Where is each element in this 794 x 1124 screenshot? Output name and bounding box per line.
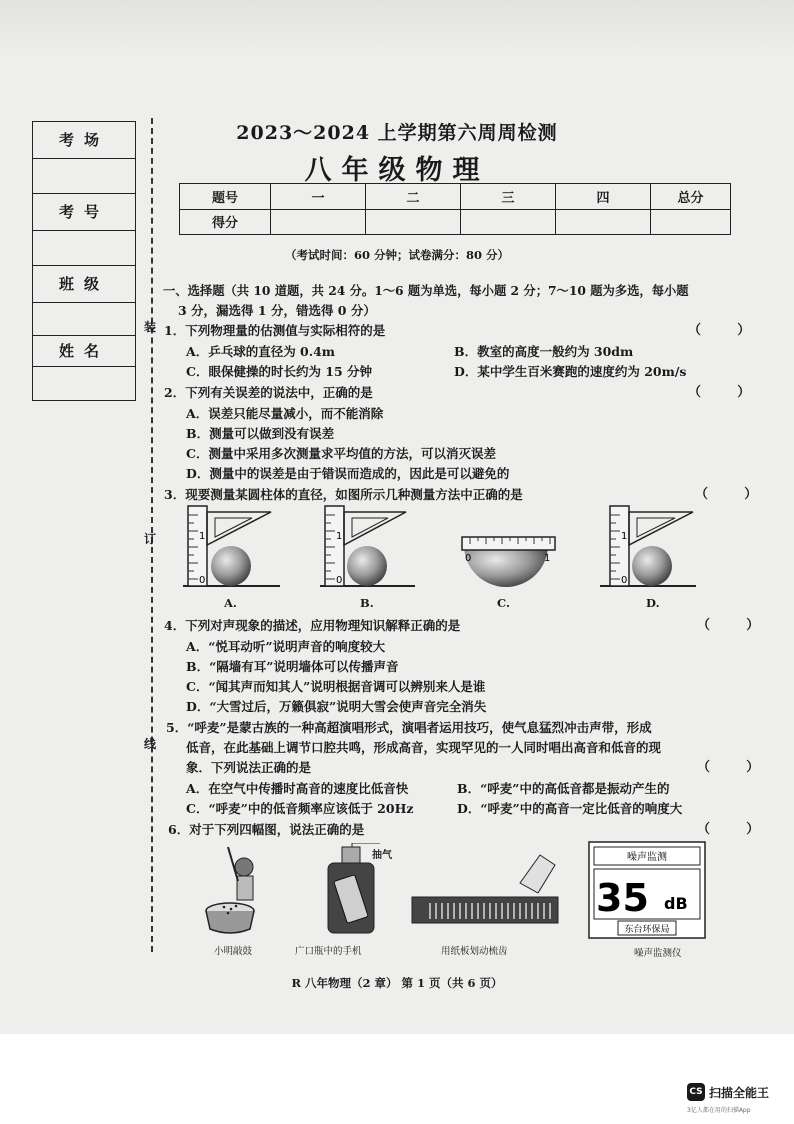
score-header-cell: 题号 (180, 184, 271, 210)
q3-label-a: A. (224, 596, 237, 610)
q6-noise-monitor (588, 841, 706, 939)
score-header-cell: 总分 (651, 184, 731, 210)
score-row-label: 得分 (180, 209, 271, 235)
q3-label-b: B. (360, 596, 374, 610)
exam-no-label: 考号 (33, 194, 135, 231)
q1-option-c: C．眼保健操的时长约为 15 分钟 (186, 364, 373, 379)
q2-stem: 2．下列有关误差的说法中，正确的是 (164, 385, 373, 400)
q2-answer-blank: （ ） (688, 385, 751, 400)
score-blank-cell (271, 209, 366, 235)
q4-option-b: B．“隔墙有耳”说明墙体可以传播声音 (186, 659, 399, 674)
q5-stem-line3: 象．下列说法正确的是 (186, 760, 312, 775)
section-heading-cont: 3 分，漏选得 1 分，错选得 0 分） (178, 303, 376, 318)
q2-option-a: A．误差只能尽量减小，而不能消除 (186, 406, 384, 421)
score-header-cell: 二 (366, 184, 461, 210)
section-heading: 一、选择题（共 10 道题，共 24 分。1～6 题为单选，每小题 2 分；7～10 题为多选，每小题 (163, 283, 689, 298)
q6-answer-blank: （ ） (697, 822, 760, 837)
monitor-title: 噪声监测 (627, 852, 667, 863)
binding-mark-xian: 线 (144, 737, 157, 751)
q3-answer-blank: （ ） (695, 487, 758, 502)
q5-option-c: C．“呼麦”中的低音频率应该低于 20Hz (186, 801, 414, 816)
q5-option-a: A．在空气中传播时高音的速度比低音快 (186, 781, 409, 796)
q6-caption-1: 小明敲鼓 (214, 946, 253, 957)
figure-b (320, 506, 415, 586)
q3-label-c: C. (497, 596, 510, 610)
ruler-mark-one: 1 (544, 553, 551, 564)
name-label: 姓名 (33, 336, 135, 367)
exam-room-label: 考场 (33, 122, 135, 159)
subject-title: 八年级物理 (304, 155, 490, 186)
q1-option-d: D．某中学生百米赛跑的速度约为 20m/s (454, 364, 687, 379)
class-label: 班级 (33, 266, 135, 303)
ruler-mark-zero: 0 (199, 575, 206, 586)
q5-option-b: B．“呼麦”中的高低音都是振动产生的 (457, 781, 670, 796)
class-field (33, 303, 135, 336)
q6-caption-3: 用纸板划动梳齿 (441, 946, 508, 957)
q3-stem: 3．现要测量某圆柱体的直径，如图所示几种测量方法中正确的是 (164, 487, 523, 502)
q4-option-a: A．“悦耳动听”说明声音的响度较大 (186, 639, 386, 654)
q2-option-b: B．测量可以做到没有误差 (186, 426, 335, 441)
binding-mark-zhuang: 装 (144, 320, 157, 334)
q1-answer-blank: （ ） (688, 323, 751, 338)
figure-c (462, 537, 555, 587)
q4-answer-blank: （ ） (697, 618, 760, 633)
q4-stem: 4．下列对声现象的描述，应用物理知识解释正确的是 (164, 618, 461, 633)
score-blank-cell (651, 209, 731, 235)
q6-comb-figure (410, 853, 560, 933)
page-footer: R 八年物理（2 章） 第 1 页（共 6 页） (291, 976, 503, 990)
figure-d (600, 506, 696, 586)
pump-label: 抽气 (372, 850, 392, 861)
q3-label-d: D. (646, 596, 660, 610)
scanner-app-name: 扫描全能王 (709, 1086, 770, 1100)
q3-figures (180, 503, 700, 613)
q6-stem: 6．对于下列四幅图，说法正确的是 (168, 822, 365, 837)
q6-caption-4: 噪声监测仪 (634, 948, 682, 959)
q2-option-c: C．测量中采用多次测量求平均值的方法，可以消灭误差 (186, 446, 496, 461)
ruler-mark-one: 1 (199, 531, 206, 542)
q5-option-d: D．“呼麦”中的高音一定比低音的响度大 (457, 801, 683, 816)
score-blank-cell (366, 209, 461, 235)
score-blank-cell (461, 209, 556, 235)
q4-option-d: D．“大雪过后，万籁俱寂”说明大雪会使声音完全消失 (186, 699, 487, 714)
q1-stem: 1．下列物理量的估测值与实际相符的是 (164, 323, 386, 338)
q5-answer-blank: （ ） (697, 760, 760, 775)
q1-option-b: B．教室的高度一般约为 30dm (454, 344, 634, 359)
score-blank-cell (556, 209, 651, 235)
ruler-mark-zero: 0 (465, 553, 472, 564)
q5-stem-line2: 低音，在此基础上调节口腔共鸣，形成高音，实现罕见的一人同时唱出高音和低音的现 (186, 740, 662, 755)
q1-option-a: A．乒乓球的直径为 0.4m (186, 344, 336, 359)
scanner-app-tagline: 3亿人都在用的扫描App (687, 1107, 751, 1114)
score-header-cell: 三 (461, 184, 556, 210)
monitor-unit: dB (664, 894, 688, 913)
ruler-mark-one: 1 (336, 531, 343, 542)
q5-stem-line1: 5．“呼麦”是蒙古族的一种高超演唱形式，演唱者运用技巧，使气息猛烈冲击声带，形成 (166, 720, 652, 735)
monitor-reading: 35 (596, 876, 649, 920)
q6-caption-2: 广口瓶中的手机 (295, 946, 362, 957)
binding-mark-ding: 订 (144, 532, 157, 546)
q4-option-c: C．“闻其声而知其人”说明根据音调可以辨别来人是谁 (186, 679, 486, 694)
score-header-cell: 四 (556, 184, 651, 210)
ruler-mark-one: 1 (621, 531, 628, 542)
ruler-mark-zero: 0 (621, 575, 628, 586)
scanner-logo-icon: CS (687, 1083, 705, 1101)
score-table (179, 183, 731, 235)
exam-info: （考试时间：60 分钟；试卷满分：80 分） (284, 248, 509, 262)
ruler-mark-zero: 0 (336, 575, 343, 586)
monitor-brand: 东台环保局 (624, 925, 670, 935)
q2-option-d: D．测量中的误差是由于错误而造成的，因此是可以避免的 (186, 466, 510, 481)
name-field (33, 367, 135, 398)
exam-title: 2023～2024 上学期第六周周检测 (236, 122, 558, 144)
score-header-cell: 一 (271, 184, 366, 210)
figure-a (183, 506, 280, 586)
q6-drum-figure (200, 843, 272, 938)
